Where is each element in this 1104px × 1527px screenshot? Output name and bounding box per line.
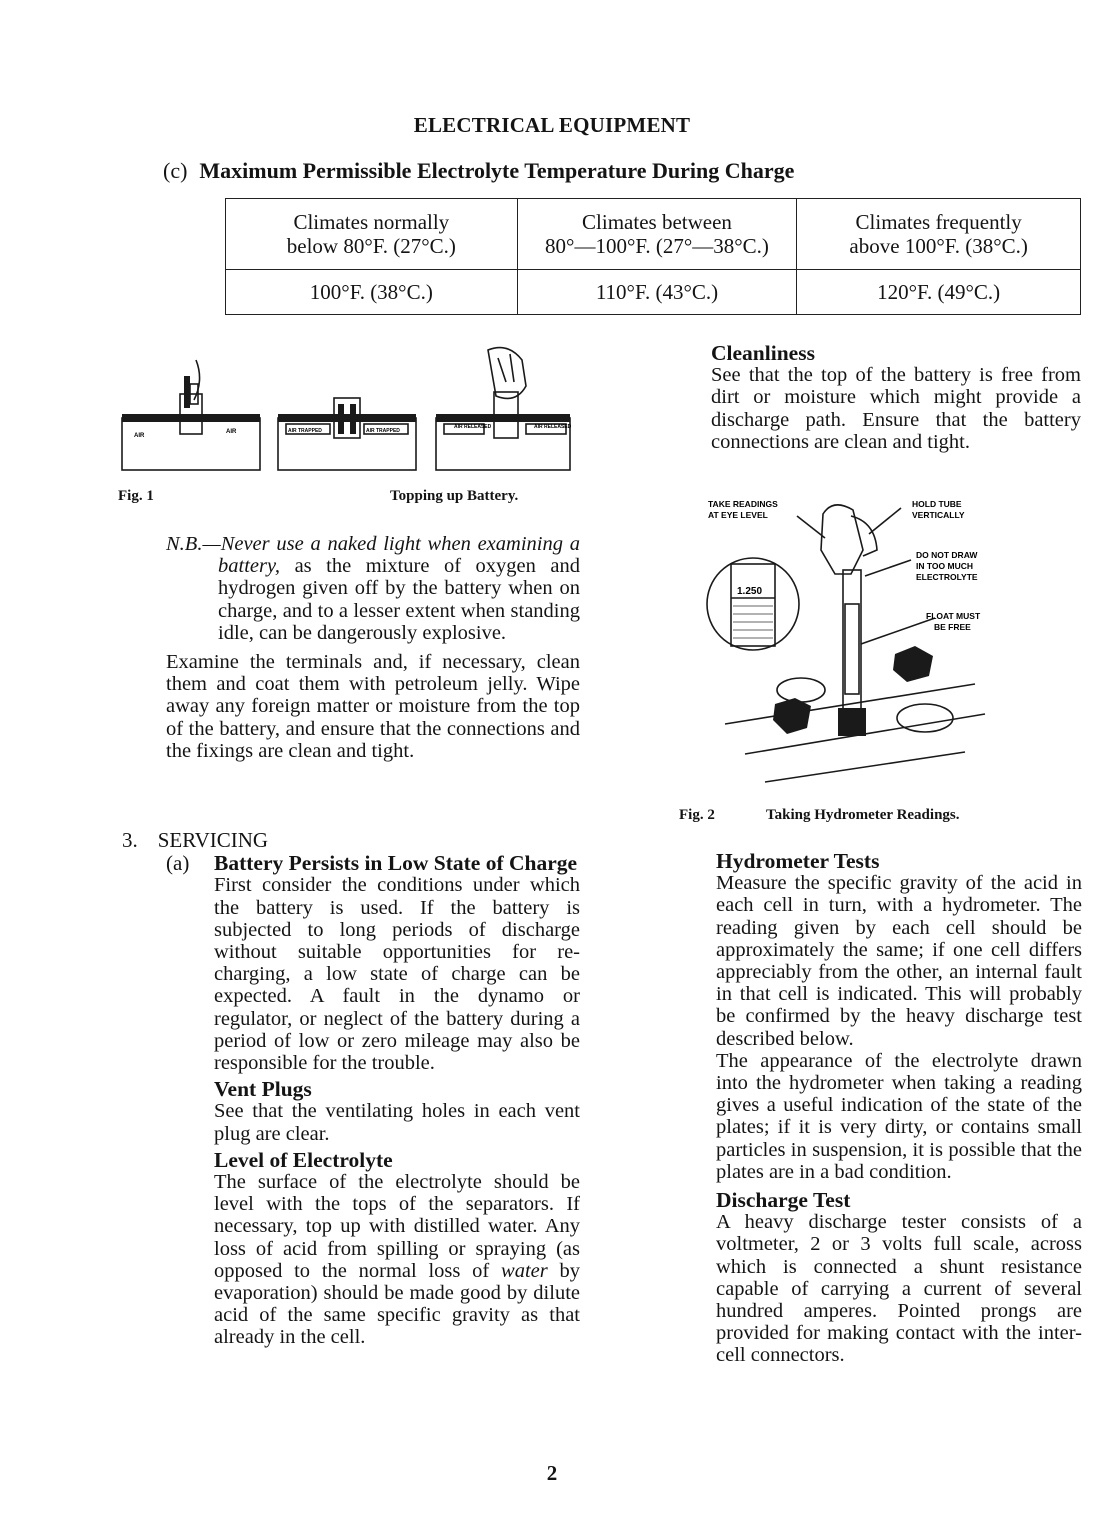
figure2-number: Fig. 2 [679, 807, 715, 823]
section-label: (c) [163, 158, 188, 183]
hydrometer-paragraph-1: Measure the specific gravity of the acid in each cell in turn, with a hydrometer. The reading given by each cell should be approximately the same; if one cell differs appreciably from the other, an internal fault in that cell is indicated. This will probably be confirmed by the heavy discharge test described below. [716, 872, 1082, 1050]
hydrometer-illustration [705, 494, 995, 794]
cleanliness-title: Cleanliness [711, 341, 815, 365]
figure2-label: DO NOT DRAW [916, 550, 978, 560]
sub-label: (a) [166, 851, 190, 876]
servicing-heading: 3. SERVICING [122, 828, 269, 852]
topping-up-battery-illustration [118, 340, 573, 475]
hydrometer-section [716, 850, 1082, 1367]
hydrometer-title: Hydrometer Tests [716, 849, 880, 873]
hydrometer-paragraph-2: The appearance of the electrolyte drawn into the hydrometer when taking a reading gives a useful indication of the state of the plates; if it is very dirty, or contains small particles in suspension, it is possible that the plates are in a bad condition. [716, 1049, 1082, 1183]
table-row [226, 270, 1081, 315]
figure2-label: FLOAT MUST [926, 611, 981, 621]
figure2-label: BE FREE [934, 622, 971, 632]
figure2-label: VERTICALLY [912, 510, 965, 520]
figure1-number: Fig. 1 [118, 488, 154, 504]
vent-plugs-paragraph: See that the ventilating holes in each vent plug are clear. [214, 1100, 580, 1145]
temperature-table [225, 198, 1081, 315]
table-cell: 100°F. (38°C.) [226, 270, 518, 315]
examine-paragraph: Examine the terminals and, if necessary, clean them and coat them with petroleum jelly. Wipe away any foreign matter or moisture from the top of the battery, and ensure that the connections and the fixings are clean and tight. [166, 651, 580, 762]
table-cell: 120°F. (49°C.) [797, 270, 1081, 315]
figure1-label: AIR TRAPPED [288, 428, 322, 434]
table-cell: 110°F. (43°C.) [517, 270, 797, 315]
battery-cell-2 [278, 398, 416, 470]
battery-cell-3 [436, 348, 572, 470]
table-header-row [226, 199, 1081, 270]
page-number: 2 [546, 1461, 558, 1485]
section-title-text: Maximum Permissible Electrolyte Temperature During Charge [199, 158, 795, 183]
nb-paragraph: N.B.—Never use a naked light when examining a battery, as the mixture of oxygen and hydrogen given off by the battery when on charge, and to a lesser extent when standing idle, can be dangerously explosive. [166, 533, 580, 644]
figure1-label: AIR RELEASED [534, 424, 572, 430]
figure1-label: AIR [226, 429, 237, 435]
servicing-paragraph: First consider the conditions under which the battery is used. If the battery is subjected to long periods of discharge without suitable opportunities for re-charging, a low state of charge can be expected. A fault in the dynamo or regulator, or neglect of the battery during a period of low or zero mileage may also be responsible for the trouble. [214, 874, 580, 1075]
figure1-label: AIR RELEASED [454, 424, 492, 430]
figure2-caption: Taking Hydrometer Readings. [766, 807, 960, 823]
table-header-cell: Climates normally below 80°F. (27°C.) [226, 199, 518, 270]
reading-value: 1.250 [737, 586, 763, 597]
figure2-label: AT EYE LEVEL [708, 510, 768, 520]
figure2-label: HOLD TUBE [912, 499, 962, 509]
cleanliness-section [711, 342, 1081, 453]
sub-title: Battery Persists in Low State of Charge [214, 851, 578, 876]
page-header: ELECTRICAL EQUIPMENT [413, 113, 691, 137]
servicing-section [122, 829, 580, 1349]
section-title [163, 158, 794, 184]
level-title: Level of Electrolyte [214, 1147, 393, 1172]
discharge-paragraph: A heavy discharge tester consists of a voltmeter, 2 or 3 volts full scale, across which is connected a shunt resistance capable of carrying a current of several hundred amperes. Pointed prongs are provided for making contact with the inter-cell connectors. [716, 1211, 1082, 1367]
figure2-label: ELECTROLYTE [916, 572, 978, 582]
table-header-cell: Climates frequently above 100°F. (38°C.) [797, 199, 1081, 270]
level-paragraph: The surface of the electrolyte should be level with the tops of the separators. If necessary, top up with distilled water. Any loss of acid from spilling or spraying (as opposed to the normal loss of water by evaporation) should be made good by dilute acid of the same specific gravity as that already in the cell. [214, 1171, 580, 1349]
cleanliness-paragraph: See that the top of the battery is free from dirt or moisture which might provide a discharge path. Ensure that the battery connections are clean and tight. [711, 364, 1081, 453]
figure1-label: AIR [134, 433, 145, 439]
figure1-caption: Topping up Battery. [390, 488, 519, 504]
figure2-label: IN TOO MUCH [916, 561, 973, 571]
left-column [166, 533, 580, 762]
battery-cell-1 [122, 360, 260, 470]
figure1-label: AIR TRAPPED [366, 428, 400, 434]
vent-plugs-title: Vent Plugs [214, 1077, 312, 1102]
figure2-label: TAKE READINGS [708, 499, 778, 509]
table-header-cell: Climates between 80°—100°F. (27°—38°C.) [517, 199, 797, 270]
discharge-title: Discharge Test [716, 1188, 851, 1213]
servicing-sub [122, 852, 580, 1348]
